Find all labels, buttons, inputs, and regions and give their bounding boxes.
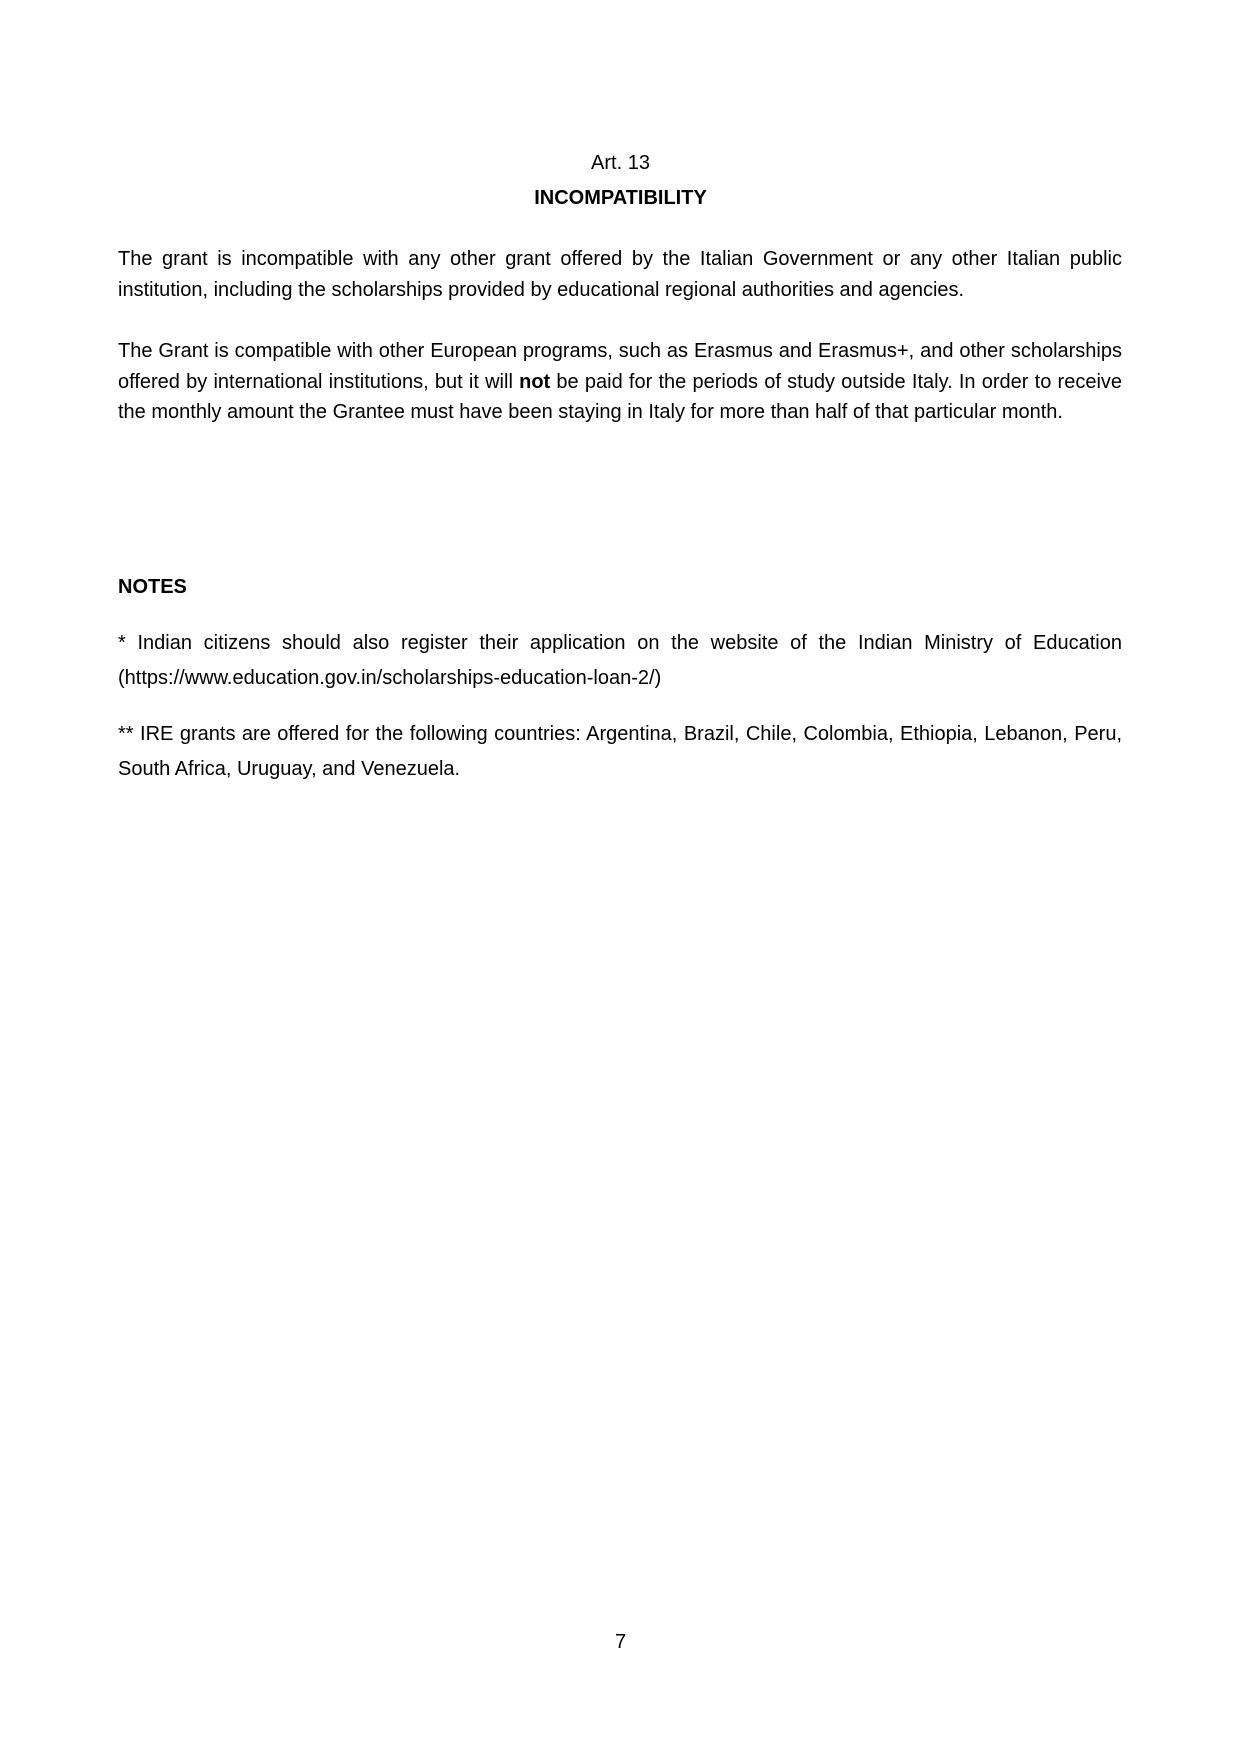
page-number: 7: [614, 1631, 627, 1653]
note-indian-citizens: * Indian citizens should also register their application on the website of the Indian Ministry of Education (https://www.education.gov.in/scholarships-education-loan-2/): [118, 632, 1122, 689]
paragraph-text: [118, 336, 1122, 428]
paragraph-text-part: be paid for the periods of study outside Italy. In order to receive the monthly amount the Grantee must have been staying in Italy for more than half of that particular month.: [118, 370, 1123, 423]
emphasis-text: not: [519, 370, 551, 393]
paragraph-text: The grant is incompatible with any other grant offered by the Italian Government or any other Italian public institution, including the scholarships provided by educational regional authorities and agencies.: [118, 248, 1122, 301]
paragraph-text-part: The Grant is compatible with other European programs, such as Erasmus and Erasmus+, and other scholarships offered by international institutions, but it will: [118, 340, 1122, 393]
article-title: INCOMPATIBILITY: [534, 187, 707, 209]
article-number: Art. 13: [591, 152, 650, 174]
note-ire-grants: ** IRE grants are offered for the following countries: Argentina, Brazil, Chile, Colombia, Ethiopia, Lebanon, Peru, South Africa, Uruguay, and Venezuela.: [118, 723, 1122, 780]
notes-heading: NOTES: [118, 576, 187, 598]
paragraph-compatibility: [118, 336, 1122, 428]
paragraph-incompatibility: [118, 244, 1122, 305]
